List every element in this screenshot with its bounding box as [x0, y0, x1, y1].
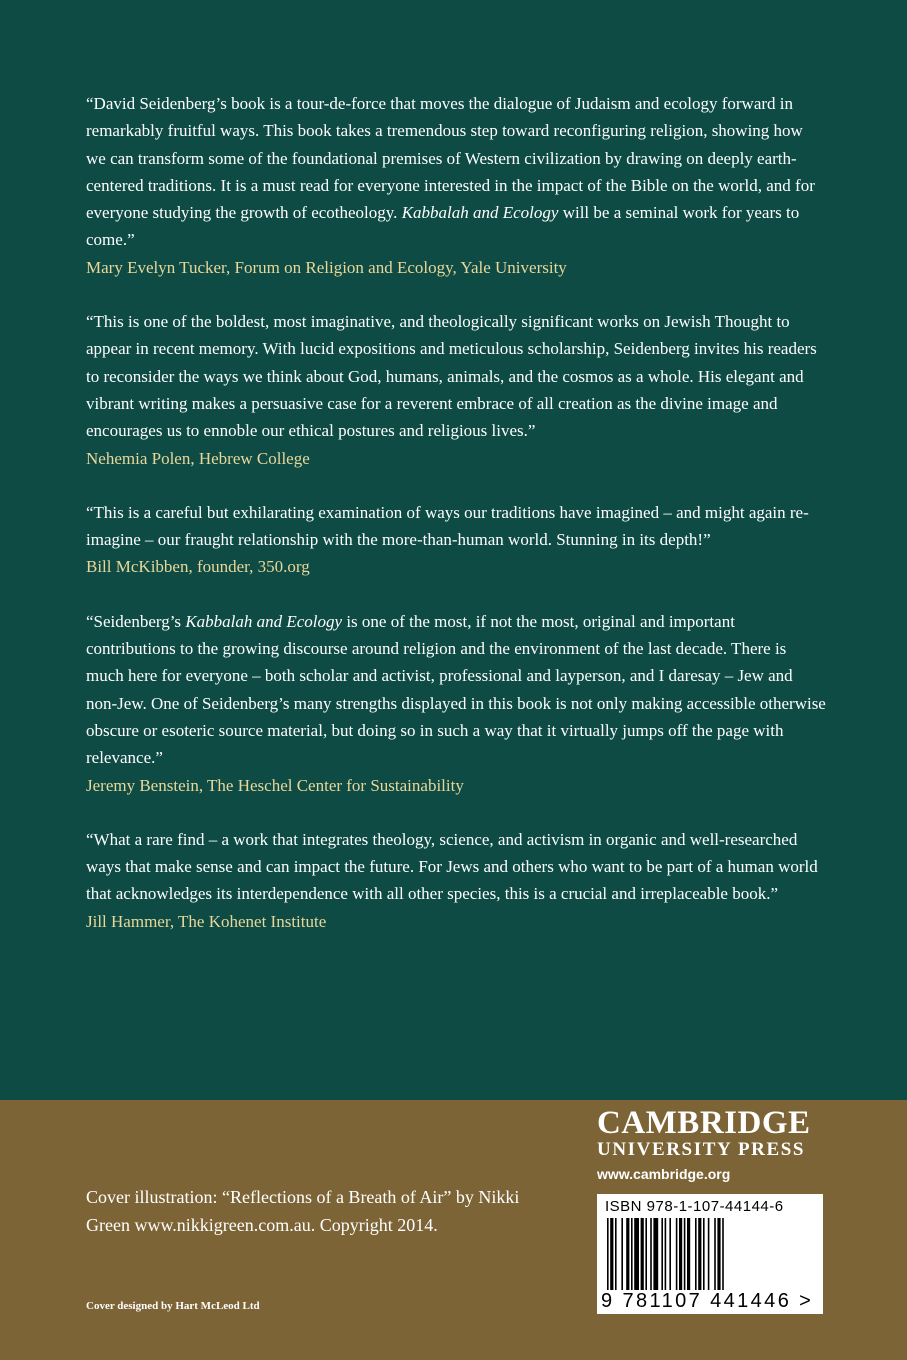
publisher-logo — [597, 1106, 827, 1182]
endorsements — [86, 90, 826, 962]
quote-text — [86, 826, 826, 908]
quote-text — [86, 90, 826, 254]
cover-designer-credit: Cover designed by Hart McLeod Ltd — [86, 1300, 260, 1312]
publisher-url: www.cambridge.org — [597, 1166, 731, 1182]
quote-segment: “Seidenberg’s — [86, 611, 186, 631]
publisher-subtitle: UNIVERSITY PRESS — [597, 1139, 806, 1160]
quote-block — [86, 826, 826, 935]
quote-segment: “This is a careful but exhilarating examination of ways our traditions have imagined – and might again re-imagine – our fraught relationship with the more-than-human world. Stunning in its depth!” — [86, 502, 809, 550]
barcode — [597, 1194, 823, 1314]
footer-band — [0, 1100, 907, 1360]
quote-text — [86, 608, 826, 772]
quote-block — [86, 90, 826, 281]
publisher-name: CAMBRIDGE — [597, 1105, 811, 1141]
quote-attribution: Nehemia Polen, Hebrew College — [86, 448, 310, 468]
quote-segment: “David Seidenberg’s book is a tour-de-force that moves the dialogue of Judaism and ecology forward in remarkably fruitful ways. This book takes a tremendous step toward reconfiguring religion, showing how we can transform some of the foundational premises of Western civilization by drawing on deeply earth-centered traditions. It is a must read for everyone interested in the impact of the Bible on the world, and for everyone studying the growth of ecotheology. — [86, 94, 815, 223]
quote-text — [86, 499, 826, 554]
cover-illustration-credit: Cover illustration: “Reflections of a Breath of Air” by Nikki Green www.nikkigreen.com.au. Copyright 2014. — [86, 1187, 520, 1235]
quote-attribution: Jeremy Benstein, The Heschel Center for Sustainability — [86, 775, 464, 795]
book-title: Kabbalah and Ecology — [185, 611, 343, 631]
quote-segment: will be a seminal work for years to come.” — [86, 203, 800, 250]
quote-attribution: Jill Hammer, The Kohenet Institute — [86, 911, 327, 931]
quote-attribution: Bill McKibben, founder, 350.org — [86, 557, 310, 577]
quote-block — [86, 499, 826, 581]
isbn-label: ISBN 978-1-107-44144-6 — [605, 1198, 784, 1215]
quote-block — [86, 608, 826, 799]
quote-attribution: Mary Evelyn Tucker, Forum on Religion and Ecology, Yale University — [86, 257, 567, 277]
quote-segment: is one of the most, if not the most, original and important contributions to the growing discourse around religion and the environment of the last decade. There is much here for everyone – both scholar and activist, professional and layperson, and I daresay – Jew and non-Jew. One of Seidenberg’s many strengths displayed in this book is not only making accessible otherwise obscure or esoteric source material, but doing so in such a way that it virtually jumps off the page with relevance.” — [86, 611, 826, 768]
quote-segment: “What a rare find – a work that integrates theology, science, and activism in organic and well-researched ways that make sense and can impact the future. For Jews and others who want to be part of a human world that acknowledges its interdependence with all other species, this is a crucial and irreplaceable book.” — [86, 829, 818, 904]
barcode-bars-icon — [601, 1218, 819, 1290]
quote-block — [86, 308, 826, 472]
quote-segment: “This is one of the boldest, most imaginative, and theologically significant works on Jewish Thought to appear in recent memory. With lucid expositions and meticulous scholarship, Seidenberg invites his readers to reconsider the ways we think about God, humans, animals, and the cosmos as a whole. His elegant and vibrant writing makes a persuasive case for a reverent embrace of all creation as the divine image and encourages us to ennoble our ethical postures and religious lives.” — [86, 312, 817, 441]
quote-text — [86, 308, 826, 444]
book-title: Kabbalah and Ecology — [401, 203, 559, 223]
barcode-digits: 9 781107 441446 > — [601, 1290, 814, 1312]
